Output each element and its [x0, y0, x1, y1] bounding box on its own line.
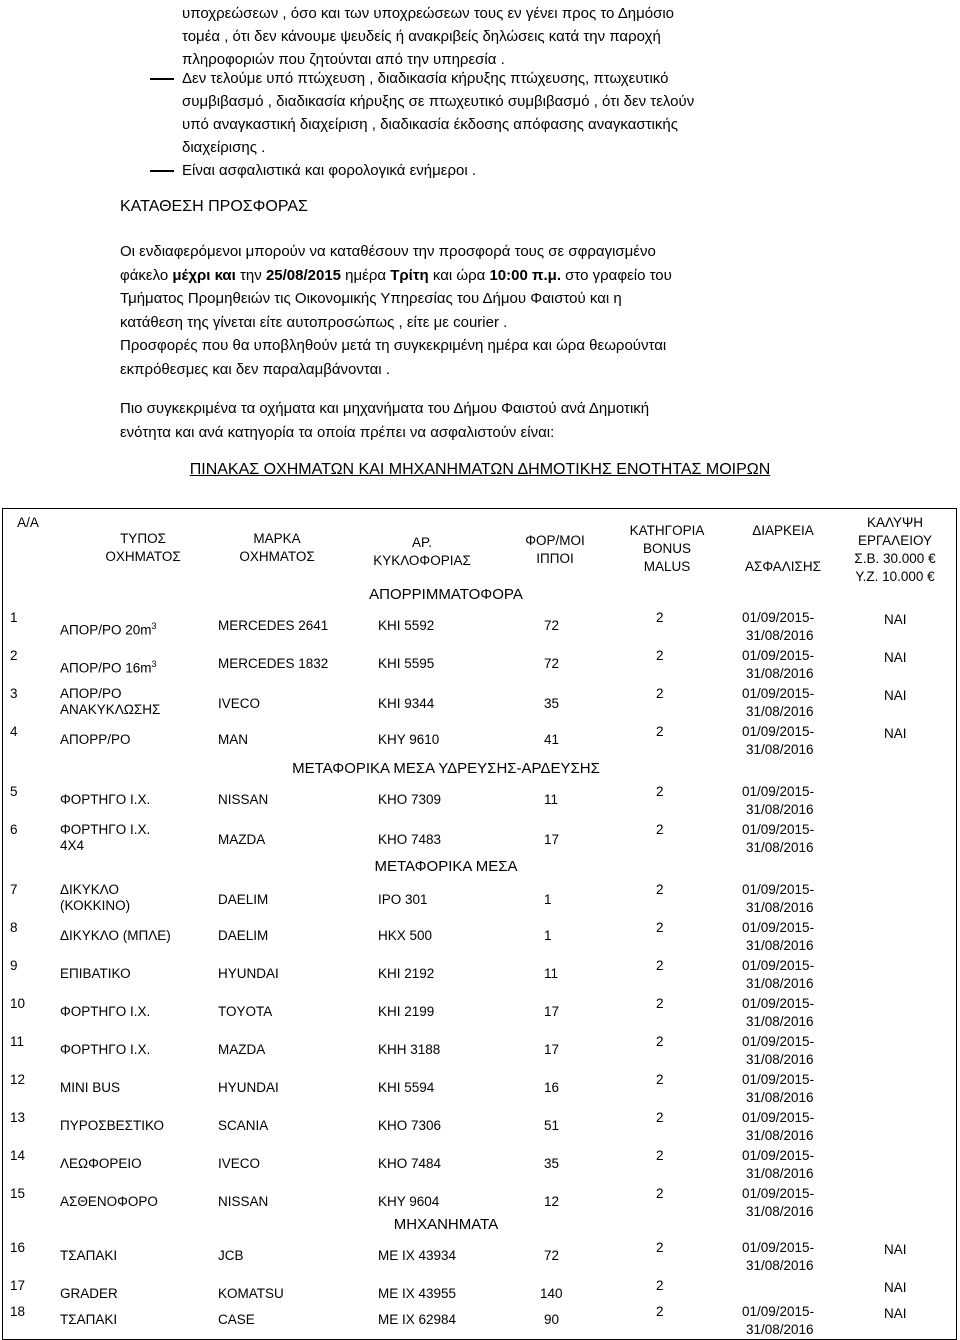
header-aa: Α/Α — [17, 515, 39, 530]
vehicle-plate: ΚΗΙ 5595 — [378, 656, 435, 671]
row-number: 7 — [10, 882, 18, 897]
bullet-line: Δεν τελούμε υπό πτώχευση , διαδικασία κήρυξης πτώχευσης, πτωχευτικό — [182, 70, 669, 87]
row-number: 3 — [10, 686, 18, 701]
section-label: ΜΕΤΑΦΟΡΙΚΑ ΜΕΣΑ ΥΔΡΕΥΣΗΣ-ΑΡΔΕΥΣΗΣ — [292, 760, 600, 777]
row-number: 6 — [10, 822, 18, 837]
submission-line: Προσφορές που θα υποβληθούν μετά τη συγκεκριμένη ημέρα και ώρα θεωρούνται — [120, 337, 667, 354]
vehicle-type: ΦΟΡΤΗΓΟ Ι.Χ. 4Χ4 — [60, 822, 151, 853]
vehicle-brand: HYUNDAI — [218, 966, 279, 981]
vehicle-brand: KOMATSU — [218, 1286, 284, 1301]
bonus-malus: 2 — [656, 996, 664, 1011]
insurance-end: 31/08/2016 — [746, 666, 814, 681]
vehicle-brand: IVECO — [218, 1156, 261, 1171]
vehicle-hp: 17 — [544, 1042, 560, 1057]
bonus-malus: 2 — [656, 1034, 664, 1049]
bonus-malus: 2 — [656, 724, 664, 739]
insurance-start: 01/09/2015- — [742, 920, 815, 935]
vehicle-brand: TOYOTA — [218, 1004, 273, 1019]
bonus-malus: 2 — [656, 648, 664, 663]
vehicle-hp: 17 — [544, 1004, 560, 1019]
row-number: 16 — [10, 1240, 26, 1255]
insurance-start: 01/09/2015- — [742, 1186, 815, 1201]
vehicle-plate: ΚΗΙ 2199 — [378, 1004, 435, 1019]
bonus-malus: 2 — [656, 784, 664, 799]
insurance-start: 01/09/2015- — [742, 822, 815, 837]
bullet-line: υπό αναγκαστική διαχείριση , διαδικασία έκδοσης απόφασης αναγκαστικής — [182, 116, 678, 133]
vehicle-hp: 140 — [540, 1286, 563, 1301]
bonus-malus: 2 — [656, 1186, 664, 1201]
insurance-start: 01/09/2015- — [742, 958, 815, 973]
section-label: ΜΗΧΑΝΗΜΑΤΑ — [393, 1216, 499, 1233]
vehicle-brand: DAELIM — [218, 928, 269, 943]
vehicle-type: ΑΣΘΕΝΟΦΟΡΟ — [60, 1194, 158, 1209]
bonus-malus: 2 — [656, 1110, 664, 1125]
insurance-end: 31/08/2016 — [746, 802, 814, 817]
vehicle-brand: MAZDA — [218, 832, 266, 847]
insurance-end: 31/08/2016 — [746, 938, 814, 953]
insurance-start: 01/09/2015- — [742, 882, 815, 897]
vehicle-plate: ΗΚΧ 500 — [378, 928, 433, 943]
bullet-line: διαχείρισης . — [182, 139, 266, 156]
vehicle-type: ΔΙΚΥΚΛΟ (ΚΟΚΚΙΝΟ) — [60, 882, 131, 913]
vehicle-brand: HYUNDAI — [218, 1080, 279, 1095]
insurance-start: 01/09/2015- — [742, 1072, 815, 1087]
vehicle-hp: 72 — [544, 1248, 560, 1263]
dash-icon — [150, 170, 174, 172]
insurance-start: 01/09/2015- — [742, 996, 815, 1011]
vehicle-type: ΛΕΩΦΟΡΕΙΟ — [60, 1156, 142, 1171]
bonus-malus: 2 — [656, 822, 664, 837]
vehicle-plate: ΚΗΥ 9610 — [378, 732, 440, 747]
table-border — [956, 508, 957, 1340]
submission-line: Οι ενδιαφερόμενοι μπορούν να καταθέσουν την προσφορά τους σε σφραγισμένο — [120, 243, 656, 260]
vehicle-brand: CASE — [218, 1312, 255, 1327]
vehicle-brand: NISSAN — [218, 792, 269, 807]
vehicle-type: ΤΣΑΠΑΚΙ — [60, 1312, 118, 1327]
header-plate: ΑΡ. ΚΥΚΛΟΦΟΡΙΑΣ — [373, 535, 471, 568]
insurance-end: 31/08/2016 — [746, 1166, 814, 1181]
vehicle-plate: ΚΗΙ 5592 — [378, 618, 435, 633]
vehicle-brand: NISSAN — [218, 1194, 269, 1209]
vehicle-plate: ΚΗΙ 2192 — [378, 966, 435, 981]
vehicle-type: ΦΟΡΤΗΓΟ Ι.Χ. — [60, 792, 151, 807]
vehicle-brand: MERCEDES 2641 — [218, 618, 329, 633]
vehicle-plate: ΜΕ ΙΧ 43955 — [378, 1286, 457, 1301]
row-number: 10 — [10, 996, 26, 1011]
header-coverage: ΚΑΛΥΨΗ ΕΡΓΑΛΕΙΟΥ Σ.Β. 30.000 € Υ.Ζ. 10.000 € — [854, 515, 936, 584]
vehicles-intro-line: Πιο συγκεκριμένα τα οχήματα και μηχανήματα του Δήμου Φαιστού ανά Δημοτική — [120, 400, 650, 417]
vehicle-hp: 72 — [544, 656, 560, 671]
row-number: 13 — [10, 1110, 26, 1125]
insurance-end: 31/08/2016 — [746, 1128, 814, 1143]
bonus-malus: 2 — [656, 686, 664, 701]
header-brand: ΜΑΡΚΑ ΟΧΗΜΑΤΟΣ — [239, 531, 315, 564]
submission-line: Τμήματος Προμηθειών τις Οικονομικής Υπηρεσίας του Δήμου Φαιστού και η — [120, 290, 622, 307]
insurance-end: 31/08/2016 — [746, 1322, 814, 1337]
vehicle-type: ΑΠΟΡΡ/ΡΟ — [60, 732, 131, 747]
vehicles-table — [0, 502, 960, 1340]
vehicles-intro-line: ενότητα και ανά κατηγορία τα οποία πρέπει να ασφαλιστούν είναι: — [120, 423, 555, 441]
vehicle-type: ΑΠΟΡ/ΡΟ ΑΝΑΚΥΚΛΩΣΗΣ — [60, 686, 161, 717]
vehicle-hp: 16 — [544, 1080, 560, 1095]
vehicle-type: ΦΟΡΤΗΓΟ Ι.Χ. — [60, 1042, 151, 1057]
section-label: ΜΕΤΑΦΟΡΙΚΑ ΜΕΣΑ — [374, 858, 518, 875]
vehicle-plate: ΚΗΟ 7483 — [378, 832, 442, 847]
intro-line: υποχρεώσεων , όσο και των υποχρεώσεων τους εν γένει προς το Δημόσιο — [182, 5, 675, 22]
vehicle-hp: 35 — [544, 696, 560, 711]
header-bonus: ΚΑΤΗΓΟΡΙΑ BONUS MALUS — [629, 523, 705, 574]
bonus-malus: 2 — [656, 920, 664, 935]
row-number: 9 — [10, 958, 18, 973]
vehicle-plate: ΚΗΙ 5594 — [378, 1080, 435, 1095]
vehicle-brand: SCANIA — [218, 1118, 269, 1133]
insurance-end: 31/08/2016 — [746, 840, 814, 855]
bonus-malus: 2 — [656, 1072, 664, 1087]
vehicle-plate: ΚΗΟ 7306 — [378, 1118, 442, 1133]
vehicle-plate: ΚΗΗ 3188 — [378, 1042, 441, 1057]
table-border — [2, 508, 957, 509]
insurance-end: 31/08/2016 — [746, 1014, 814, 1029]
insurance-end: 31/08/2016 — [746, 1204, 814, 1219]
submission-paragraph — [120, 240, 840, 381]
vehicle-type: MINI BUS — [60, 1080, 121, 1095]
vehicle-type: ΔΙΚΥΚΛΟ (ΜΠΛΕ) — [60, 928, 171, 943]
insurance-start: 01/09/2015- — [742, 1034, 815, 1049]
submission-line: κατάθεση της γίνεται είτε αυτοπροσώπως , είτε με courier . — [120, 313, 508, 331]
insurance-end: 31/08/2016 — [746, 1052, 814, 1067]
insurance-start: 01/09/2015- — [742, 724, 815, 739]
insurance-end: 31/08/2016 — [746, 1258, 814, 1273]
insurance-start: 01/09/2015- — [742, 784, 815, 799]
row-number: 15 — [10, 1186, 26, 1201]
vehicle-hp: 11 — [544, 792, 559, 807]
vehicle-type: ΕΠΙΒΑΤΙΚΟ — [60, 966, 131, 981]
header-hp: ΦΟΡ/ΜΟΙ ΙΠΠΟΙ — [525, 533, 585, 566]
vehicle-hp: 72 — [544, 618, 560, 633]
dash-icon — [150, 78, 174, 80]
bullet-bankruptcy — [150, 67, 840, 159]
row-number: 5 — [10, 784, 18, 799]
row-number: 1 — [10, 610, 18, 625]
table-border — [2, 508, 3, 1340]
vehicle-plate: ΙΡΟ 301 — [378, 892, 428, 907]
bonus-malus: 2 — [656, 1278, 664, 1293]
vehicle-brand: MERCEDES 1832 — [218, 656, 329, 671]
section-label: ΑΠΟΡΡΙΜΜΑΤΟΦΟΡΑ — [369, 586, 523, 603]
bonus-malus: 2 — [656, 1148, 664, 1163]
vehicle-hp: 51 — [544, 1118, 560, 1133]
insurance-start: 01/09/2015- — [742, 1240, 815, 1255]
vehicle-type: ΠΥΡΟΣΒΕΣΤΙΚΟ — [60, 1118, 165, 1133]
bonus-malus: 2 — [656, 1240, 664, 1255]
bullet-line: Είναι ασφαλιστικά και φορολογικά ενήμεροι . — [182, 162, 476, 179]
coverage-flag: ΝΑΙ — [884, 726, 907, 741]
vehicle-hp: 12 — [544, 1194, 560, 1209]
submission-line: εκπρόθεσμες και δεν παραλαμβάνονται . — [120, 360, 390, 378]
vehicles-intro — [120, 397, 840, 444]
row-number: 12 — [10, 1072, 26, 1087]
bonus-malus: 2 — [656, 958, 664, 973]
bonus-malus: 2 — [656, 610, 664, 625]
section-heading: ΚΑΤΑΘΕΣΗ ΠΡΟΣΦΟΡΑΣ — [120, 198, 308, 215]
coverage-flag: ΝΑΙ — [884, 1242, 907, 1257]
intro-line: πληροφοριών που ζητούνται από την υπηρεσία . — [182, 51, 505, 68]
insurance-start: 01/09/2015- — [742, 610, 815, 625]
vehicle-hp: 17 — [544, 832, 560, 847]
table-title: ΠΙΝΑΚΑΣ ΟΧΗΜΑΤΩΝ ΚΑΙ ΜΗΧΑΝΗΜΑΤΩΝ ΔΗΜΟΤΙΚΗΣ ΕΝΟΤΗΤΑΣ ΜΟΙΡΩΝ — [189, 461, 771, 478]
insurance-start: 01/09/2015- — [742, 686, 815, 701]
intro-line: τομέα , ότι δεν κάνουμε ψευδείς ή ανακριβείς δηλώσεις κατά την παροχή — [182, 28, 661, 45]
row-number: 8 — [10, 920, 18, 935]
vehicle-plate: ΚΗΥ 9604 — [378, 1194, 440, 1209]
vehicle-type: ΑΠΟΡ/ΡΟ $20m^3$ — [60, 621, 157, 638]
coverage-flag: ΝΑΙ — [884, 612, 907, 627]
row-number: 17 — [10, 1278, 26, 1293]
vehicle-hp: 11 — [544, 966, 559, 981]
row-number: 14 — [10, 1148, 26, 1163]
coverage-flag: ΝΑΙ — [884, 650, 907, 665]
header-type: ΤΥΠΟΣ ΟΧΗΜΑΤΟΣ — [105, 531, 181, 564]
row-number: 4 — [10, 724, 18, 739]
vehicle-hp: 35 — [544, 1156, 560, 1171]
insurance-start: 01/09/2015- — [742, 1148, 815, 1163]
vehicle-brand: JCB — [218, 1248, 244, 1263]
header-duration: ΔΙΑΡΚΕΙΑ ΑΣΦΑΛΙΣΗΣ — [745, 523, 821, 574]
insurance-start: 01/09/2015- — [742, 1304, 815, 1319]
vehicle-type: GRADER — [60, 1286, 118, 1301]
vehicle-type: ΦΟΡΤΗΓΟ Ι.Χ. — [60, 1004, 151, 1019]
row-number: 2 — [10, 648, 18, 663]
bonus-malus: 2 — [656, 882, 664, 897]
vehicle-hp: 90 — [544, 1312, 560, 1327]
vehicle-type: ΤΣΑΠΑΚΙ — [60, 1248, 118, 1263]
bullet-insurance — [150, 159, 840, 182]
insurance-end: 31/08/2016 — [746, 900, 814, 915]
vehicle-brand: IVECO — [218, 696, 261, 711]
vehicle-plate: ΚΗΟ 7309 — [378, 792, 442, 807]
bonus-malus: 2 — [656, 1304, 664, 1319]
vehicle-plate: ΚΗΟ 7484 — [378, 1156, 442, 1171]
vehicle-hp: 1 — [544, 928, 552, 943]
insurance-end: 31/08/2016 — [746, 976, 814, 991]
vehicle-hp: 1 — [544, 892, 552, 907]
vehicle-type: ΑΠΟΡ/ΡΟ $16m^3$ — [60, 659, 157, 676]
vehicle-plate: ΜΕ ΙΧ 43934 — [378, 1248, 457, 1263]
insurance-end: 31/08/2016 — [746, 742, 814, 757]
insurance-end: 31/08/2016 — [746, 704, 814, 719]
row-number: 18 — [10, 1304, 26, 1319]
vehicle-plate: ΚΗΙ 9344 — [378, 696, 435, 711]
insurance-end: 31/08/2016 — [746, 628, 814, 643]
vehicle-brand: MAZDA — [218, 1042, 266, 1057]
insurance-start: 01/09/2015- — [742, 1110, 815, 1125]
bullet-line: συμβιβασμό , διαδικασία κήρυξης σε πτωχευτικό συμβιβασμό , ότι δεν τελούν — [182, 93, 695, 110]
insurance-start: 01/09/2015- — [742, 648, 815, 663]
submission-line: φάκελο μέχρι και την 25/08/2015 ημέρα Τρίτη και ώρα 10:00 π.μ. στο γραφείο του — [120, 266, 672, 284]
coverage-flag: ΝΑΙ — [884, 688, 907, 703]
coverage-flag: ΝΑΙ — [884, 1280, 907, 1295]
insurance-end: 31/08/2016 — [746, 1090, 814, 1105]
coverage-flag: ΝΑΙ — [884, 1306, 907, 1321]
vehicle-brand: MAN — [218, 732, 248, 747]
vehicle-hp: 41 — [544, 732, 560, 747]
intro-paragraph — [182, 2, 840, 71]
vehicle-brand: DAELIM — [218, 892, 269, 907]
row-number: 11 — [10, 1034, 25, 1049]
vehicle-plate: ΜΕ ΙΧ 62984 — [378, 1312, 457, 1327]
